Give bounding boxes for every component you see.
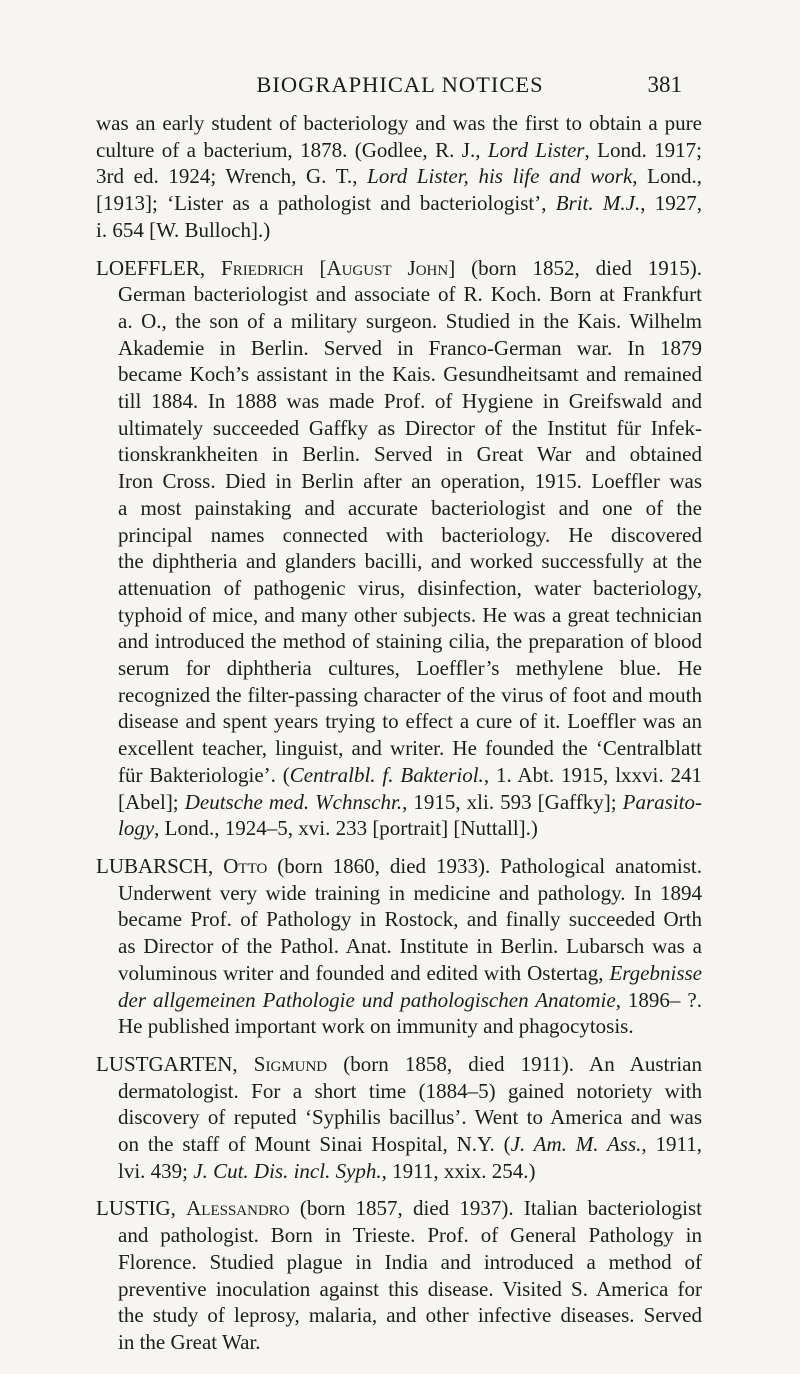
entry-forenames: Sigmund <box>253 1051 328 1076</box>
text-line: Underwent very wide training in medicine and pathology. In 1894 <box>118 880 702 905</box>
entry-forenames: Friedrich [August John] <box>221 255 456 280</box>
entry-heading-line: LOEFFLER, Friedrich [August John] (born 1852, died 1915). <box>96 255 702 280</box>
text-line: typhoid of mice, and many other subjects. He was a great technician <box>118 602 702 627</box>
entry-surname: LUSTGARTEN, <box>96 1051 254 1076</box>
text-line: Florence. Studied plague in India and introduced a method of <box>118 1249 702 1274</box>
text-line: and pathologist. Born in Trieste. Prof. of General Pathology in <box>118 1223 702 1248</box>
text-line: Iron Cross. Died in Berlin after an operation, 1915. Loeffler was <box>118 469 702 494</box>
text-line: dermatologist. For a short time (1884–5) gained notoriety with <box>118 1078 702 1103</box>
entry-heading-line: LUSTGARTEN, Sigmund (born 1858, died 1911). An Austrian <box>96 1051 702 1076</box>
text-line: serum for diphtheria cultures, Loeffler’s methylene blue. He <box>118 656 702 681</box>
continuation-paragraph <box>96 110 702 244</box>
text-line: [1913]; ‘Lister as a pathologist and bacteriologist’, Brit. M.J., 1927, <box>96 191 703 216</box>
text-line: as Director of the Pathol. Anat. Institute in Berlin. Lubarsch was a <box>118 934 702 959</box>
entry-loeffler <box>96 255 702 842</box>
text-line: the study of leprosy, malaria, and other infective diseases. Served <box>118 1303 702 1328</box>
entry-heading-line: LUSTIG, Alessandro (born 1857, died 1937). Italian bacteriologist <box>96 1196 702 1221</box>
text-line: a. O., the son of a military surgeon. Studied in the Kais. Wilhelm <box>118 308 702 333</box>
text-line: Akademie in Berlin. Served in Franco-German war. In 1879 <box>118 335 702 360</box>
entry-surname: LUBARSCH, <box>96 853 224 878</box>
text-line: i. 654 [W. Bulloch].) <box>96 217 271 242</box>
page-number: 381 <box>647 72 682 97</box>
text-line: in the Great War. <box>118 1329 261 1354</box>
text-line: recognized the filter-passing character of the virus of foot and mouth <box>118 682 702 707</box>
text-line: became Koch’s assistant in the Kais. Gesundheitsamt and remained <box>118 362 702 387</box>
entry-forenames: Otto <box>223 853 268 878</box>
entry-forenames: Alessandro <box>186 1196 290 1221</box>
text-line: He published important work on immunity and phagocytosis. <box>118 1014 634 1039</box>
text-line: [Abel]; Deutsche med. Wchnschr., 1915, xli. 593 [Gaffky]; Parasito- <box>118 789 702 814</box>
text-line: principal names connected with bacteriology. He discovered <box>118 522 702 547</box>
text-line: on the staff of Mount Sinai Hospital, N.Y. (J. Am. M. Ass., 1911, <box>118 1132 702 1157</box>
running-head <box>0 72 800 108</box>
entry-lustgarten <box>96 1051 702 1185</box>
body-text <box>96 110 702 1356</box>
text-line: discovery of reputed ‘Syphilis bacillus’. Went to America and was <box>118 1105 702 1130</box>
running-head-title: BIOGRAPHICAL NOTICES <box>256 72 544 97</box>
text-line: excellent teacher, linguist, and writer. He founded the ‘Centralblatt <box>118 736 702 761</box>
entry-surname: LOEFFLER, <box>96 255 222 280</box>
text-line: the diphtheria and glanders bacilli, and worked successfully at the <box>118 549 702 574</box>
entry-lubarsch <box>96 853 702 1040</box>
text-line: German bacteriologist and associate of R. Koch. Born at Frankfurt <box>118 282 702 307</box>
text-line: and introduced the method of staining cilia, the preparation of blood <box>118 629 702 654</box>
text-line: voluminous writer and founded and edited with Ostertag, Ergebnisse <box>118 960 702 985</box>
text-line: a most painstaking and accurate bacteriologist and one of the <box>118 495 702 520</box>
entry-heading-line: LUBARSCH, Otto (born 1860, died 1933). Pathological anatomist. <box>96 853 702 878</box>
text-line: logy, Lond., 1924–5, xvi. 233 [portrait] [Nuttall].) <box>118 816 538 841</box>
text-line: der allgemeinen Pathologie und pathologischen Anatomie, 1896– ?. <box>118 987 702 1012</box>
text-line: für Bakteriologie’. (Centralbl. f. Bakteriol., 1. Abt. 1915, lxxvi. 241 <box>118 762 702 787</box>
text-line: disease and spent years trying to effect a cure of it. Loeffler was an <box>118 709 702 734</box>
text-line: tionskrankheiten in Berlin. Served in Great War and obtained <box>118 442 702 467</box>
text-line: 3rd ed. 1924; Wrench, G. T., Lord Lister, his life and work, Lond., <box>96 164 702 189</box>
text-line: culture of a bacterium, 1878. (Godlee, R. J., Lord Lister, Lond. 1917; <box>96 137 702 162</box>
text-line: ultimately succeeded Gaffky as Director of the Institut für Infek- <box>118 415 702 440</box>
text-line: lvi. 439; J. Cut. Dis. incl. Syph., 1911, xxix. 254.) <box>118 1158 536 1183</box>
text-line: became Prof. of Pathology in Rostock, and finally succeeded Orth <box>118 907 702 932</box>
text-line: attenuation of pathogenic virus, disinfection, water bacteriology, <box>118 575 702 600</box>
text-line: till 1884. In 1888 was made Prof. of Hygiene in Greifswald and <box>118 389 702 414</box>
text-line: was an early student of bacteriology and was the first to obtain a pure <box>96 111 702 135</box>
entry-lustig <box>96 1195 702 1355</box>
entry-surname: LUSTIG, <box>96 1196 187 1221</box>
text-line: preventive inoculation against this disease. Visited S. America for <box>118 1276 702 1301</box>
